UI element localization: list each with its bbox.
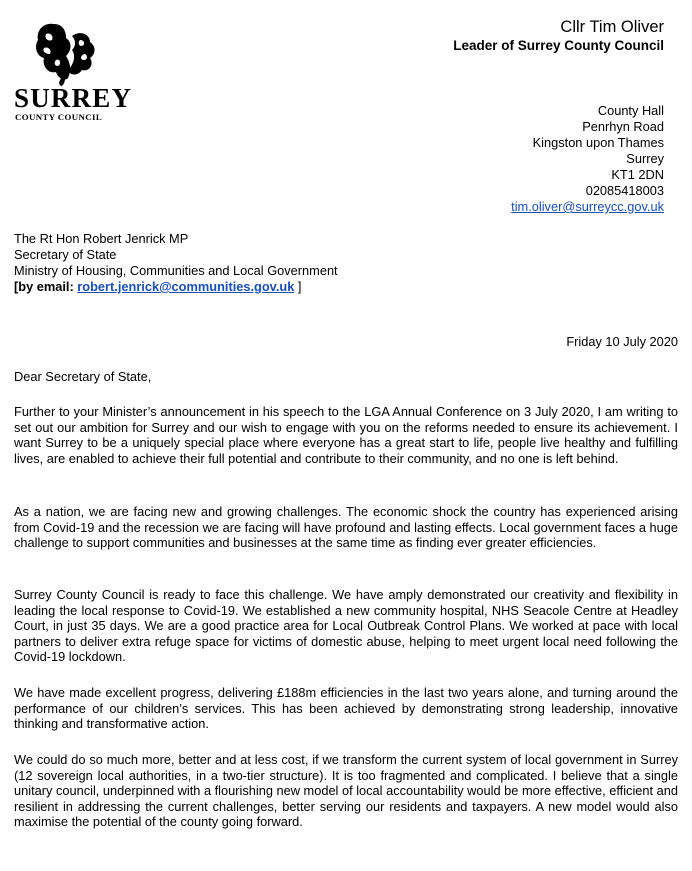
paragraph	[14, 404, 678, 466]
oak-leaf-logo-icon	[32, 20, 102, 88]
email-label: [by email:	[14, 279, 78, 294]
logo-subtitle: COUNTY COUNCIL	[15, 112, 103, 122]
sender-address	[511, 103, 664, 215]
address-phone: 02085418003	[585, 183, 664, 198]
address-line: County Hall	[597, 103, 664, 118]
sender-block	[453, 17, 664, 55]
paragraph	[14, 685, 678, 732]
email-close: ]	[294, 279, 302, 294]
paragraph-text: Further to your Minister’s announcement in his speech to the LGA Annual Conference on 3 July 2020, I am writing to set out our ambition for Surrey and our wish to engage with you on the reforms needed to ensure its achievement. I want Surrey to be a uniquely special place where everyone has a great start to life, people live healthy and fulfilling lives, are enabled to achieve their full potential and contribute to their community, and no one is left behind.	[14, 404, 678, 466]
recipient-line: Ministry of Housing, Communities and Local Government	[14, 263, 338, 278]
paragraph	[14, 504, 678, 551]
sender-email-link[interactable]: tim.oliver@surreycc.gov.uk	[511, 199, 664, 214]
paragraph-text: We could do so much more, better and at less cost, if we transform the current system of local government in Surrey (12 sovereign local authorities, in a two-tier structure). It is too fragmented and complicated. I believe that a single unitary council, underpinned with a flourishing new model of local accountability would be more effective, efficient and resilient in addressing the current challenges, better serving our residents and taxpayers. A new model would also maximise the potential of the county going forward.	[14, 752, 678, 830]
paragraph-text: Surrey County Council is ready to face this challenge. We have amply demonstrated our creativity and flexibility in leading the local response to Covid-19. We established a new community hospital, NHS Seacole Centre at Headley Court, in just 35 days. We are a good practice area for Local Outbreak Control Plans. We worked at pace with local partners to deliver extra refuge space for victims of domestic abuse, helping to meet urgent local need following the Covid-19 lockdown.	[14, 587, 678, 665]
address-line: Surrey	[626, 151, 664, 166]
recipient-line: The Rt Hon Robert Jenrick MP	[14, 231, 189, 246]
paragraph-text: We have made excellent progress, delivering £188m efficiencies in the last two years alone, and turning around the performance of our children’s services. This has been achieved by demonstrating strong leadership, innovative thinking and transformative action.	[14, 685, 678, 732]
letter-date: Friday 10 July 2020	[566, 334, 678, 349]
sender-name: Cllr Tim Oliver	[560, 18, 664, 36]
address-line: KT1 2DN	[611, 167, 664, 182]
salutation: Dear Secretary of State,	[14, 369, 152, 384]
address-line: Kingston upon Thames	[532, 135, 664, 150]
sender-role: Leader of Surrey County Council	[453, 38, 664, 53]
paragraph-text: As a nation, we are facing new and growing challenges. The economic shock the country has experienced arising from Covid-19 and the recession we are facing will have profound and lasting effects. Local government faces a huge challenge to support communities and businesses at the same time as finding ever greater efficiencies.	[14, 504, 678, 551]
recipient-line: Secretary of State	[14, 247, 117, 262]
recipient-block	[14, 231, 338, 295]
logo-wordmark: SURREY	[14, 83, 133, 113]
recipient-email-link[interactable]: robert.jenrick@communities.gov.uk	[77, 279, 295, 294]
paragraph	[14, 587, 678, 665]
address-line: Penrhyn Road	[582, 119, 664, 134]
paragraph	[14, 752, 678, 830]
